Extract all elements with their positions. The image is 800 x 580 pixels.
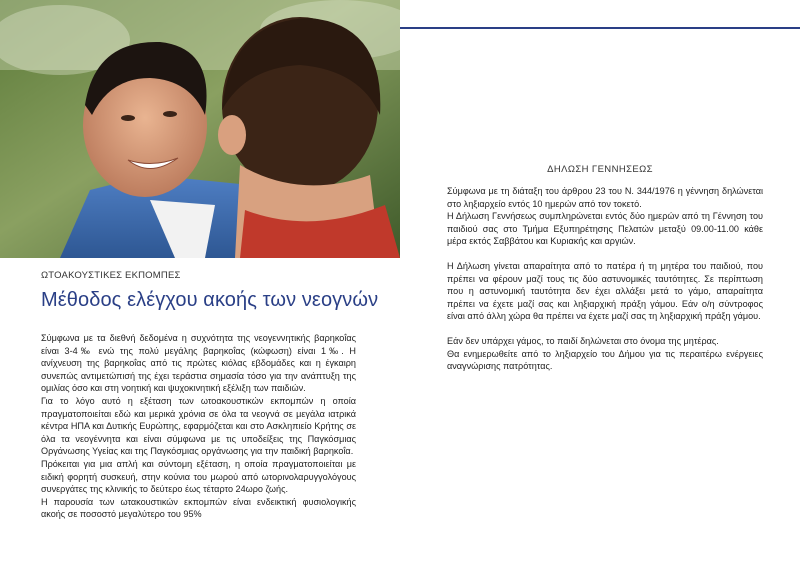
father-son-photo: [0, 0, 400, 258]
paragraph: Σύμφωνα με τα διεθνή δεδομένα η συχνότητα της νεογεννητικής βαρηκοΐας είναι 3-4‰ ενώ της πολύ μεγάλης βαρηκοΐας (κώφωση) είναι 1‰. Η ανίχνευση της βαρηκοΐας από τις πρώτες κιόλας εβδομάδες και η έγκαιρη συνεπώς αντιμετώπισή της έχει τεράστια σημασία τόσο για την ανάπτυξη της ομιλίας όσο και στη νοητική και ψυχοκινητική εξέλιξη των παιδιών.: [41, 333, 356, 394]
page-title: Μέθοδος ελέγχου ακοής των νεογνών: [41, 289, 379, 311]
paragraph: Εάν δεν υπάρχει γάμος, το παιδί δηλώνεται στο όνομα της μητέρας.: [447, 335, 719, 346]
paragraph: Για το λόγο αυτό η εξέταση των ωτοακουστικών εκπομπών η οποία πραγματοποιείται εδώ και μερικά χρόνια σε όλα τα νεογνά σε μεγάλα ιατρικά κέντρα ΗΠΑ και Δυτικής Ευρώπης, εφαρμόζεται και στο Ασκληπιείο Κρήτης σε όλα τα νεογέννητα και είναι σύμφωνα με τις υποδείξεις της Παγκόσμιας Οργάνωσης Υγείας και της Παγκόσμιας οργάνωσης για την παιδική βαρηκοΐα.: [41, 395, 356, 457]
paragraph: Πρόκειται για μια απλή και σύντομη εξέταση, η οποία πραγματοποιείται με ειδική φορητή συσκευή, στην κούνια του μωρού από ωτορινολαρυγγολόγους συνεργάτες της κλινικής το δεύτερο έως τέταρτο 24ωρο ζωής.: [41, 458, 356, 495]
right-body-text: [447, 185, 763, 373]
paragraph: Θα ενημερωθείτε από το ληξιαρχείο του Δήμου για τις περαιτέρω ενέργειες αναγνώρισης πατρότητας.: [447, 348, 763, 372]
left-body-text: [41, 332, 356, 521]
top-rule: [400, 27, 800, 29]
paragraph: Η Δήλωση γίνεται απαραίτητα από το πατέρα ή τη μητέρα του παιδιού, που πρέπει να φέρουν μαζί τους τις δύο αστυνομικές ταυτότητες. Σε περίπτωση που η αστυνομική ταυτότητα δεν έχει αλλάξει μετά το γάμο, απαραίτητα πρέπει να έχετε μαζί σας και ληξιαρχική πράξη γάμου. Εάν ο/η σύντροφος είναι από άλλη χώρα θα πρέπει να έχετε μαζί σας τη ληξιαρχική πράξη γάμου.: [447, 260, 763, 322]
section-title: ΔΗΛΩΣΗ ΓΕΝΝΗΣΕΩΣ: [547, 164, 653, 175]
right-page: [400, 0, 800, 580]
paragraph: Η Δήλωση Γεννήσεως συμπληρώνεται εντός δύο ημερών από τη Γέννηση του παιδιού σας στο Τμήμα Εξυπηρέτησης Πελατών μεταξύ 09.00-11.00 κάθε μέρα εκτός Σαββάτου και Κυριακής και αργιών.: [447, 211, 763, 247]
paragraph: Σύμφωνα με τη διάταξη του άρθρου 23 του Ν. 344/1976 η γέννηση δηλώνεται στο ληξιαρχείο εντός 10 ημερών από τον τοκετό.: [447, 186, 763, 209]
paragraph: Η παρουσία των ωτακουστικών εκπομπών είναι ενδεικτική φυσιολογικής ακοής σε ποσοστό μεγαλύτερο του 95%: [41, 496, 356, 520]
section-kicker: ΩΤΟΑΚΟΥΣΤΙΚΕΣ ΕΚΠΟΜΠΕΣ: [41, 270, 181, 281]
